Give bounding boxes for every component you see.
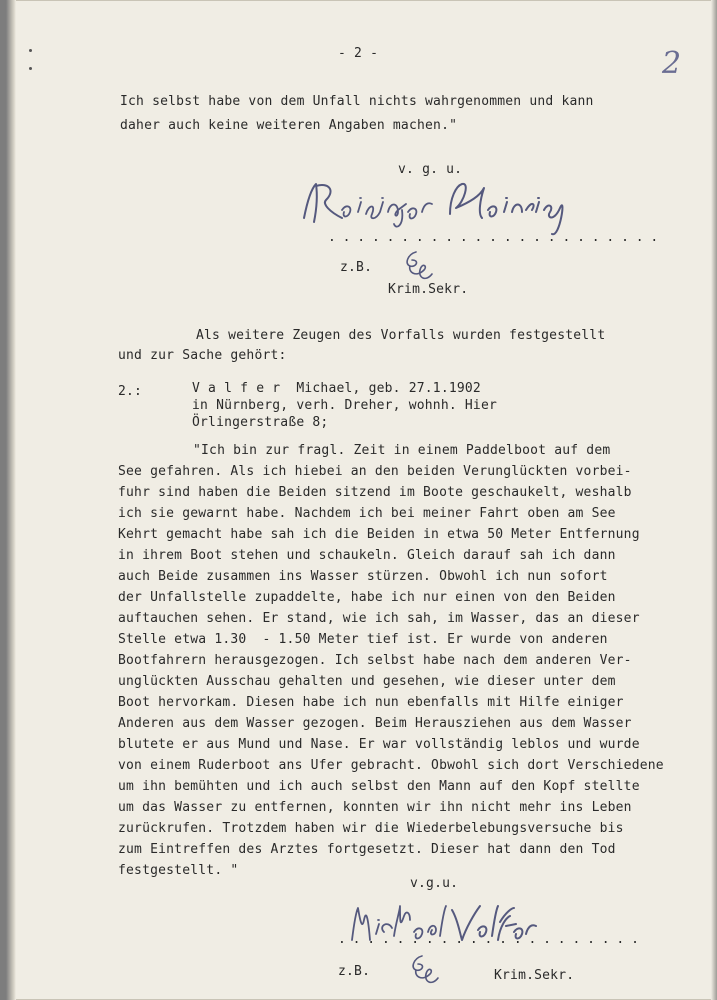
statement-line: "Ich bin zur fragl. Zeit in einem Paddelboot auf dem <box>193 443 611 458</box>
statement-line: Bootfahrern herausgezogen. Ich selbst habe nach dem anderen Ver- <box>118 653 632 668</box>
zb-label: z.B. <box>338 964 371 979</box>
initials-mark <box>408 952 442 988</box>
intro-line: daher auch keine weiteren Angaben machen." <box>120 118 458 133</box>
zb-label: z.B. <box>340 260 373 275</box>
statement-line: See gefahren. Als ich hiebei an den beiden Verunglückten vorbei- <box>118 464 632 479</box>
statement-line: Boot hervorkam. Diesen habe ich nun ebenfalls mit Hilfe einiger <box>118 695 624 710</box>
punch-mark <box>29 49 32 52</box>
scan-left-edge <box>0 0 16 1000</box>
page-number: - 2 - <box>338 46 379 61</box>
handwritten-page-number: 2 <box>662 46 682 81</box>
statement-line: zurückrufen. Trotzdem haben wir die Wiederbelebungsversuche bis <box>118 821 624 836</box>
witness-header-line: V a l f e r Michael, geb. 27.1.1902 <box>192 381 481 396</box>
witness-number: 2.: <box>118 384 143 399</box>
witness-header-line: Örlingerstraße 8; <box>192 415 329 430</box>
statement-line: von einem Ruderboot ans Ufer gebracht. Obwohl sich dort Verschiedene <box>118 758 664 773</box>
statement-line: fuhr sind haben die Beiden sitzend im Boote geschaukelt, weshalb <box>118 485 632 500</box>
vgu-mark: v. g. u. <box>398 162 463 177</box>
initials-mark <box>402 248 436 284</box>
statement-line: festgestellt. " <box>118 863 239 878</box>
statement-line: Stelle etwa 1.30 - 1.50 Meter tief ist. Er wurde von anderen <box>118 632 608 647</box>
signature-dotted-line: . . . . . . . . . . . . . . . . . . . . . <box>338 932 639 947</box>
signature-dotted-line: . . . . . . . . . . . . . . . . . . . . . . . <box>328 230 658 245</box>
statement-line: Kehrt gemacht habe sah ich die Beiden in etwa 50 Meter Entfernung <box>118 527 640 542</box>
further-witnesses-line: Als weitere Zeugen des Vorfalls wurden festgestellt <box>196 328 606 343</box>
statement-line: auch Beide zusammen ins Wasser stürzen. Obwohl ich nun sofort <box>118 569 608 584</box>
scan-right-edge <box>711 0 717 1000</box>
statement-line: unglückten Ausschau gehalten und gesehen, wie dieser unter dem <box>118 674 616 689</box>
statement-line: der Unfallstelle zupaddelte, habe ich nur einen von den Beiden <box>118 590 616 605</box>
statement-line: um das Wasser zu entfernen, konnten wir ihn nicht mehr ins Leben <box>118 800 632 815</box>
statement-line: ich sie gewarnt habe. Nachdem ich bei meiner Fahrt oben am See <box>118 506 616 521</box>
statement-line: in ihrem Boot stehen und schaukeln. Gleich darauf sah ich dann <box>118 548 616 563</box>
rank-label: Krim.Sekr. <box>494 968 575 983</box>
punch-mark <box>29 67 32 70</box>
statement-line: um ihn bemühten und ich auch selbst den Mann auf den Kopf stellte <box>118 779 640 794</box>
rank-label: Krim.Sekr. <box>388 282 469 297</box>
witness-header-line: in Nürnberg, verh. Dreher, wohnh. Hier <box>192 398 498 413</box>
statement-line: Anderen aus dem Wasser gezogen. Beim Herausziehen aus dem Wasser <box>118 716 632 731</box>
vgu-mark: v.g.u. <box>410 876 459 891</box>
statement-line: auftauchen sehen. Er stand, wie ich sah, im Wasser, das an dieser <box>118 611 640 626</box>
intro-line: Ich selbst habe von dem Unfall nichts wahrgenommen und kann <box>120 94 594 109</box>
further-witnesses-line: und zur Sache gehört: <box>118 348 287 363</box>
statement-line: zum Eintreffen des Arztes fortgesetzt. Dieser hat dann den Tod <box>118 842 616 857</box>
signature-reisinger <box>300 178 570 238</box>
statement-line: blutete er aus Mund und Nase. Er war vollständig leblos und wurde <box>118 737 640 752</box>
